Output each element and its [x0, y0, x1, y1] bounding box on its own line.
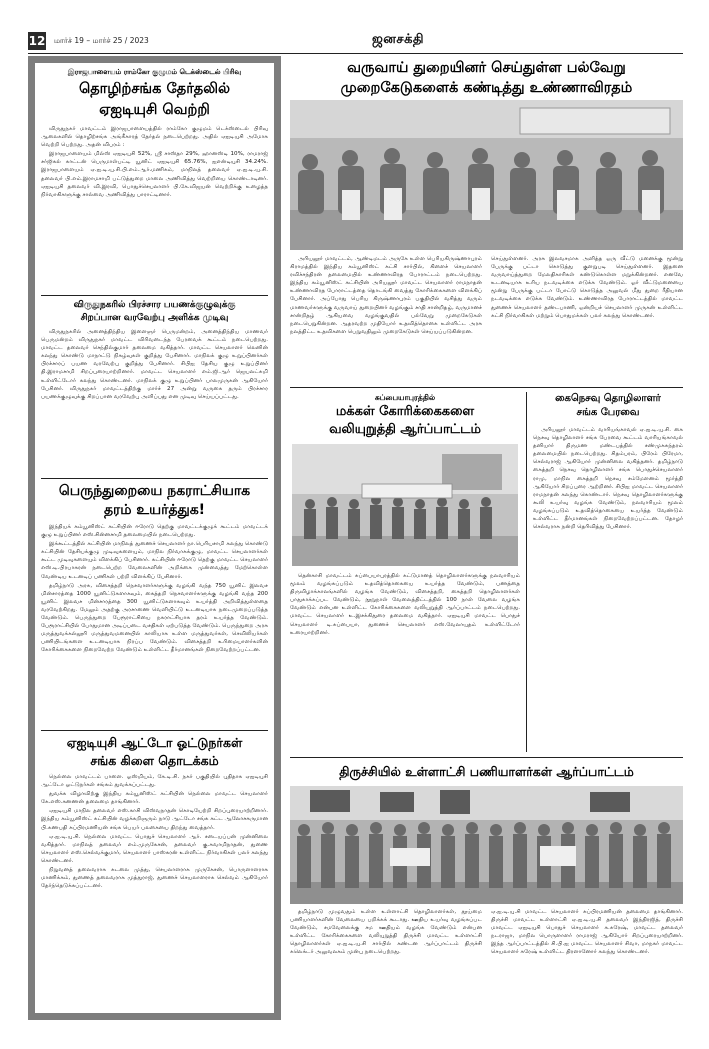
article-headline: தொழிற்சங்க தேர்தலில்	[78, 81, 231, 97]
article-body-column: செய்துள்ளனர். அரசு இலவசமாக அளித்த ஒரு வீட்டு மனைக்கு மூன்று பேருக்கு பட்டா கொடுத்து குளறுபடி செய்துள்ளனர். இதனை வருவாய்த்துறை மேலதிகாரிகள் கண்டுகொள்ள மறுக்கின்றனர். எனவே உடனடியாக உரிய நடவடிக்கை எடுக்க வேண்டும். ஓர் வீட்டுமனையை மூன்று பேருக்கு பட்டா போட்டு கொடுத்த அலுவல் மீது துறை ரீதியான நடவடிக்கை எடுக்க வேண்டும். உண்ணாவிரத போராட்டத்தில் மாவட்ட துணைச் செயலாளர் தண்டபாணி, ஒன்றியச் செயலாளர் முருகன் உள்ளிட்ட கட்சி நிர்வாகிகள் மற்றும் பொதுமக்கள் பலர் கலந்து கொண்டனர்.	[491, 256, 683, 319]
article-kicker: இராஜபாளையம் ராம்கோ குழுமம் டெக்ஸ்டைல் பிரிவு	[67, 68, 242, 76]
issue-date: மார்ச் 19 – மார்ச் 25 / 2023	[54, 36, 149, 45]
article-headline: தரம் உயர்த்துக!	[103, 502, 206, 518]
paragraph: துவக்க விழாவிற்கு இந்திய கம்யூனிஸ்ட் கட்சியின் நெல்லை மாவட்ட செயலாளர் கே.எஸ்.கனணன் தலைமை தாங்கினார்.	[41, 791, 268, 806]
article-perundurai-municipality	[41, 482, 268, 726]
article-headline: ஏஐடியுசி ஆட்டோ ஓட்டுநர்கள்	[66, 735, 243, 750]
article-body-column: தமிழ்நாடு முழுவதும் உள்ள உள்ளாட்சி தொழிலாளர்கள், தூய்மை பணியாளர்களின் வேலையை பறிக்கக் கூடாது. ஊதிய உயர்வு வழங்கப்பட வேண்டும், சமவேலைக்கு சம ஊதியம் வழங்க வேண்டும் என்பன உள்ளிட்ட கோரிக்கைகளை வலியுறுத்தி திருச்சி மாவட்ட உள்ளாட்சி தொழிலாளர்கள் ஏ.ஐ.டி.யு.சி சார்பில் கண்டன ஆர்ப்பாட்டம் திருச்சி கலெக்டர் அலுவலகம் முன்பு நடைபெற்றது.	[290, 909, 482, 956]
trichy-protest-photo	[290, 786, 683, 904]
article-headline: திருச்சியில் உள்ளாட்சி பணியாளர்கள் ஆர்ப்பாட்டம்	[339, 764, 634, 779]
column-divider	[526, 392, 527, 752]
article-body: தென்காசி மாவட்டம் சுப்பையாபுரத்தில் கட்டுமானத் தொழிலாளர்களுக்கு நலவாரியம் மூலம் வழங்கப்படும் உதவித்தொகையை உயர்த்த வேண்டும், பணத்தை திருவிழாக்காலங்களில் வழங்க வேண்டும், விசைத்தறி, கைத்தறி தொழிலாளர்கள் பாதுகாக்கப்பட வேண்டும், நூறுநாள் வேலைத்திட்டத்தில் 100 நாள் வேலை வழங்க வேண்டும் என்பன உள்ளிட்ட கோரிக்கைகளை வலியுறுத்தி ஆர்ப்பாட்டம் நடைபெற்றது. மாவட்ட செயலாளர் உ.இசக்கிதுரை தலைமை வகித்தார். ஏஐடியுசி மாவட்ட பொதுச் செயலாளர் டி.சுப்பையா, துணைச் செயலாளர் எஸ்.வேலாயுதம் உள்ளிட்டோர் உரையாற்றினர்.	[290, 573, 520, 636]
article-body-column: அரியலூர் மாவட்டம், ஆண்டிமடம் அருகே உள்ள பெரியகிருஷ்ணாபுரம் கிராமத்தில் இந்திய கம்யூனிஸ்ட் கட்சி சார்பில், கிளைச் செயலாளர் ரவிச்சந்திரன் தலைமையில் உண்ணாவிரத போராட்டம் நடைபெற்றது. இந்திய கம்யூனிஸ்ட் கட்சியின் அரியலூர் மாவட்ட செயலாளர் ராமநாதன் உண்ணாவிரத போராட்டத்தை தொடங்கி வைத்து கோரிக்கைகளை விளக்கிப் பேசினார். அப்போது பெரிய கிருஷ்ணாபுரம் பகுதியில் வசித்து வரும் மாணவர்களுக்கு வருவாய் துறையினர் வழங்கும் சாதி சான்றிதழ், வருமானச் சான்றிதழ் ஆகியவை வழங்குவதில் பல்வேறு முறைகேடுகள் நடைபெறுகின்றன. ஆதரவற்ற முதியோர் உதவித்தொகை உள்ளிட்ட அரசு நலத்திட்ட உதவிகளை பெறுவதிலும் முறைகேடுகள் செய்யப்படுகின்றன.	[290, 256, 482, 335]
article-subbaiyapuram-protest	[290, 392, 520, 752]
protest-photo	[292, 444, 518, 566]
article-hunger-strike	[290, 58, 683, 383]
left-sidebar-inner	[35, 63, 274, 1013]
article-headline: பெருந்துறையை நகராட்சியாக	[58, 483, 251, 499]
page-number: 12	[28, 34, 46, 48]
paragraph: விருதுநகர் மாவட்டம் இராஜபாளையத்தில் ராம்கோ குழுமம் டெக்ஸ்டைல் பிரிவு ஆலைகளில் தொழிற்சங்க அங்கீகாரத் தேர்தல் நடைபெற்றது. அதில் ஏஐடியுசி அமோக வெற்றி பெற்றது. அதன் விபரம் :	[41, 126, 268, 149]
divider	[41, 730, 268, 731]
article-headline: ஏஐடியுசி வெற்றி	[99, 102, 210, 118]
divider	[41, 295, 268, 296]
photo-illustration	[290, 100, 683, 250]
paragraph: ஏஐடியுசி மாநில தலைவர் எஸ்.காசி விஸ்வநாதன் கொடியேற்றி சிறப்புரையாற்றினார். இந்திய கம்யூனிஸ்ட் கட்சியின் வழக்கறிஞரும் நாடு ஆட்டோ சங்க கட்ட ஆலோசகருமான பி.கணபதி சுப்பிரமணியன் சங்க பெயர் பலகையை திறந்து வைத்தார்.	[41, 808, 268, 831]
article-headline: வலியுறுத்தி ஆர்ப்பாட்டம்	[329, 422, 481, 437]
paragraph: தமிழ்நாடு அரசு, விசைத்தறி நெசவாளர்களுக்கு வழங்கி வந்த 750 யூனிட் இலவச மின்சாரத்தை 1000 யூனிட்டுகளாகவும், கைத்தறி நெசவாளர்களுக்கு வழங்கி வந்த 200 யூனிட் இலவச மின்சாரத்தை 300 யூனிட்டுகளாகவும் உயர்த்தி அறிவித்துள்ளதை வரவேற்கிறது. மேலும் அதற்கு அரசாணை வெளியிட்டு உடனடியாக நடைமுறைப்படுத்த வேண்டும். பெருந்துறை பேரூராட்சியை நகராட்சியாக தரம் உயர்த்த வேண்டும். பேரூராட்சியில் போதுமான அடிப்படை வசதிகள் ஏற்படுத்த வேண்டும். பெருந்துறை அரசு மருத்துவக்கல்லூரி மருத்துவமனையில் காலியாக உள்ள மருத்துவர்கள், செவிலியர்கள் பணியிடங்களை உடனடியாக நிரப்ப வேண்டும். விசைத்தறி உரிமையாளர்களின் கோரிக்கைகளை நிறைவேற்ற வேண்டும் உள்ளிட்ட தீர்மானங்கள் நிறைவேற்றப்பட்டன.	[41, 582, 268, 654]
page-header	[28, 30, 683, 54]
article-headline: சங்க பேரவை	[576, 407, 640, 418]
article-trichy-protest	[290, 762, 683, 1020]
article-body	[41, 328, 268, 470]
article-headline: விருதுநகரில் பிரச்சார பயணக்குழுவுக்கு	[73, 300, 236, 310]
article-headline: சிறப்பான வரவேற்பு அளிக்க முடிவு	[80, 313, 229, 323]
article-weavers-union	[533, 392, 683, 752]
article-body	[41, 773, 268, 1007]
article-kicker: சுப்பையாபுரத்தில்	[374, 393, 436, 402]
paragraph: விருதுநகரில் அனைத்திந்திய இளைஞர் பெருமன்றம், அனைத்திந்திய மாணவர் பெருமன்றம் விருதுநகர் மாவட்ட விரிவடைந்த பேரவைக் கூட்டம் நடைபெற்றது. மாவட்ட தலைவர் செந்தில்குமார் தலைமை வகித்தார். மாவட்ட செயலாளர் லெனின் கலந்து கொண்டு மாநாட்டு நிகழ்வுகள் குறித்து பேசினார். மாநிலக் குழு உறுப்பினர்கள் பிரச்சாரப் பயண வரவேற்பு குறித்து பேசினார். சிபிஐ தேசிய குழு உறுப்பினர் தி.இராமசாமி சிறப்புரையாற்றினார். மாவட்ட செயலாளர் எம்.ஜி.ஆர் ஜெயலட்சுமி உள்ளிட்டோர் கலந்து கொண்டனர். மாநிலக் குழு உறுப்பினர் பாலமுருகன் ஆகியோர் பேசினர். விருதுநகர் மாவட்டத்திற்கு மார்ச் 27 அன்று வருகை தரும் பிரச்சார பயணக்குழுவுக்கு சிறப்பான வரவேற்பு அளிப்பது என முடிவு செய்யப்பட்டது.	[41, 329, 268, 400]
divider	[290, 387, 683, 388]
photo-illustration	[290, 786, 683, 904]
left-sidebar	[28, 56, 281, 1020]
paragraph: இராஜபாளையம் மில்ஸ் ஏஐடியுசி 52%, ஸ்ரீ சாஸ்தா 29%, ஹானஸ்டி 10%, ராமராஜ் சர்ஜிகல் காட்டன் பெருமாள்பட்டி யூனிட் ஏஐடியுசி 65.76%, ஐஎன்டியுசி 34.24%. இராஜபாளையம் ஏ.ஐ.டி.யு.சி.பி.எம்.ஆர்.மணிகம், மாநிலத் தலைவர் ஏ.ஐ.டி.யு.சி. தலைவர் பி.எம்.இராமசாமி பட்டுத்துறை மாலை அணிவித்து வெற்றியை கொண்டாடினர். ஏஐடியுசி தலைவர் வி.இரவி, பொதுச்செயலாளர் பி.கே.விஜயன் வெற்றிக்கு உழைத்த நிர்வாகிகளுக்கு சால்வை அணிவித்து பாராட்டினார்.	[41, 151, 268, 198]
paragraph: ஏ.ஐ.டி.யு.சி. நெல்லை மாவட்ட பொதுச் செயலாளர் ஆர். சடையப்பன் முன்னிலை வகித்தார். மாநிலத் தலைவர் எம்.முருகேசன், தலைவர் கு.சுவாமிநாதன், துணை செயலாளர் எஸ்.செல்வக்குமார், செயலாளர் பாஸ்கரன் உள்ளிட்ட நிர்வாகிகள் பலர் கலந்து கொண்டனர்.	[41, 833, 268, 864]
article-headline: வருவாய் துறையினர் செய்துள்ள பல்வேறு	[347, 60, 626, 76]
article-headline: சங்க கிளை தொடக்கம்	[90, 753, 219, 768]
photo-illustration	[292, 444, 518, 566]
divider	[290, 757, 683, 758]
paragraph: நிறுவனத் தலைவராக சுடலை முத்து, செயலாளராக முருகேசன், பொருளாளராக மாணிக்கம், துணைத் தலைவராக முத்துராஜ், துணைச் செயலாளராக செல்வம் ஆகியோர் தேர்ந்தெடுக்கப்பட்டனர்.	[41, 867, 268, 890]
article-trade-union-election	[41, 67, 268, 292]
article-campaign-welcome	[41, 299, 268, 473]
article-body	[41, 125, 268, 283]
article-headline: முறைகேடுகளைக் கண்டித்து உண்ணாவிரதம்	[340, 80, 633, 96]
article-body: அரியலூர் மாவட்டம் வாரியங்காவல் ஏ.ஐ.டி.யு.சி. கை நெசவு தொழிலாளர் சங்க பேரவை கூட்டம் வாரியங்காவல் தனியார் திருமண மண்டபத்தில் சண்முகசுந்தரம் தலைமையில் நடைபெற்றது. சிதம்பரம், பிரேம் பிரேமா, செல்வராஜ் ஆகியோர் முன்னிலை வகித்தனர். தமிழ்நாடு கைத்தறி நெசவு தொழிலாளர் சங்க பொதுச்செயலாளர் ராமு, மாநில கைத்தறி நெசவு சம்மேளனம் மூர்த்தி ஆகியோர் சிறப்புரை ஆற்றினர். சிபிஐ மாவட்ட செயலாளர் ராமநாதன் கலந்து கொண்டார். நெசவு தொழிலாளர்களுக்கு கூலி உயர்வு வழங்க வேண்டும், நலவாரியம் மூலம் வழங்கப்படும் உதவித்தொகையை உயர்த்த வேண்டும் உள்ளிட்ட தீர்மானங்கள் நிறைவேற்றப்பட்டன. தோழர் செல்வராசு நன்றி தெரிவித்து பேசினார்.	[533, 427, 683, 531]
hunger-strike-photo	[290, 100, 683, 250]
divider	[41, 478, 268, 479]
article-headline: மக்கள் கோரிக்கைகளை	[335, 404, 475, 419]
paragraph: இந்தியக் கம்யூனிஸ்ட் கட்சியின் ஈரோடு தெற்கு மாவட்டக்குழுக் கூட்டம் மாவட்டக் குழு உறுப்பினர் எஸ்.சின்னசாமி தலைமையில் நடைபெற்றது.	[41, 524, 268, 539]
paragraph: நெல்லை மாவட்டம் பாளை. ஓஸ்மியம், கே.டி.சி. நகர் பகுதியில் புதிதாக ஏஐடியுசி ஆட்டோ ஓட்டுநர்கள் சங்கம் துவக்கப்பட்டது.	[41, 774, 268, 789]
paragraph: இக்கூட்டத்தில் கட்சியின் மாநிலத் துணைச் செயலாளர் நா.பெரியசாமி கலந்து கொண்டு கட்சியின் தேசியக்குழு முடிவுகளையும், மாநில நிர்வாகக்குழு, மாவட்ட செயலாளர்கள் கூட்ட முடிவுகளையும் விளக்கிப் பேசினார். கட்சியின் ஈரோடு தெற்கு மாவட்ட செயலாளர் எஸ்.டி.பிரபாகரன் நடைபெற்ற வேலைகளின் அறிக்கை முன்வைத்து மேற்கொள்ள வேண்டிய உடனடிப் பணிகள் பற்றி விளக்கிப் பேசினார்.	[41, 541, 268, 580]
masthead: ஜனசக்தி	[371, 32, 425, 47]
header-rule	[28, 53, 683, 54]
article-headline: கைநெசவு தொழிலாளர்	[555, 393, 661, 404]
article-body	[41, 523, 268, 723]
article-auto-drivers-branch	[41, 734, 268, 1009]
article-body-column: ஏ.ஐ.டி.யு.சி மாவட்ட செயலாளர் சுப்பிரமணியன் தலைமை தாங்கினார். திருச்சி மாவட்ட உள்ளாட்சி ஏ.ஐ.டி.யு.சி தலைவர் இந்திரஜித், திருச்சி மாவட்ட ஏஐடியுசி பொதுச் செயலாளர் க.சுரேஷ், மாவட்ட தலைவர் நடராஜா, மாநில பொருளாளர் ராமராஜ் ஆகியோர் சிறப்புரையாற்றினர். இந்த ஆர்ப்பாட்டத்தில் சி.பி.ஐ மாவட்ட செயலாளர் சிவா, மாநகர் மாவட்ட செயலாளர் சுரேஷ் உள்ளிட்ட திரளானோர் கலந்து கொண்டனர்.	[491, 909, 683, 956]
